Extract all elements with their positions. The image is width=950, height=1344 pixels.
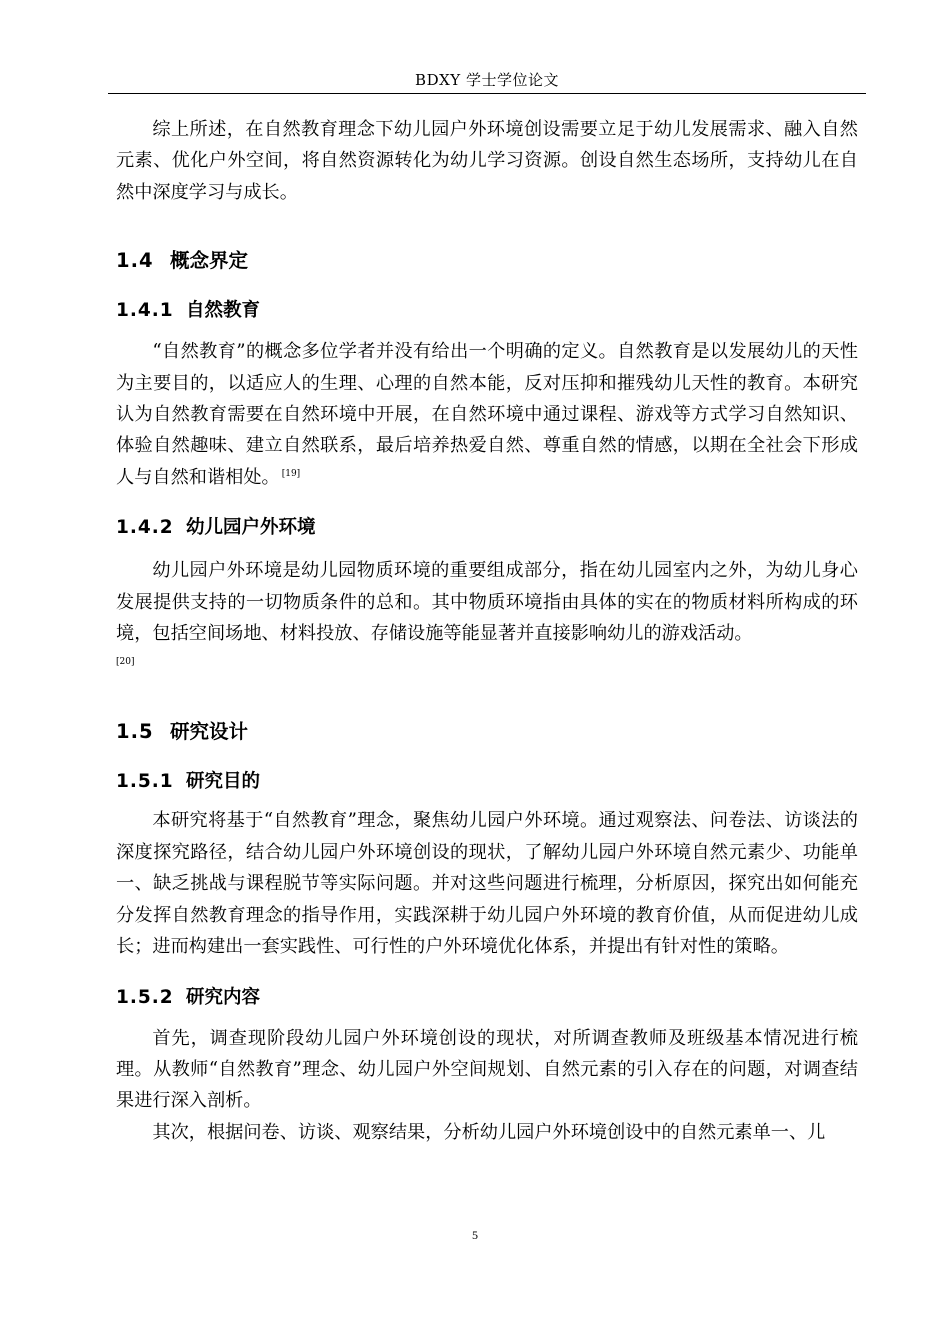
subsection-title: 幼儿园户外环境 [186, 517, 316, 539]
subsection-number: 1.5.1 [116, 771, 174, 793]
intro-paragraph: 综上所述，在自然教育理念下幼儿园户外环境创设需要立足于幼儿发展需求、融入自然元素、优化户外空间，将自然资源转化为幼儿学习资源。创设自然生态场所，支持幼儿在自然中深度学习与成长。 [116, 119, 858, 203]
paragraph-text: “自然教育”的概念多位学者并没有给出一个明确的定义。自然教育是以发展幼儿的天性为主要目的，以适应人的生理、心理的自然本能，反对压抑和摧残幼儿天性的教育。本研究认为自然教育需要在自然环境中开展，在自然环境中通过课程、游戏等方式学习自然知识、体验自然趣味、建立自然联系，最后培养热爱自然、尊重自然的情感，以期在全社会下形成人与自然和谐相处。 [116, 341, 858, 488]
page-number: 5 [472, 1228, 478, 1242]
paragraph-research-content-1: 首先，调查现阶段幼儿园户外环境创设的现状，对所调查教师及班级基本情况进行梳理。从教师“自然教育”理念、幼儿园户外空间规划、自然元素的引入存在的问题，对调查结果进行深入剖析。 [116, 1027, 858, 1112]
running-header: BDXY 学士学位论文 [415, 71, 559, 89]
page-body [116, 114, 858, 1148]
subsection-heading-1-4-2 [116, 515, 858, 541]
paragraph-research-purpose: 本研究将基于“自然教育”理念，聚焦幼儿园户外环境。通过观察法、问卷法、访谈法的深度探究路径，结合幼儿园户外环境创设的现状，了解幼儿园户外环境自然元素少、功能单一、缺乏挑战与课程脱节等实际问题。并对这些问题进行梳理，分析原因，探究出如何能充分发挥自然教育理念的指导作用，实践深耕于幼儿园户外环境的教育价值，从而促进幼儿成长；进而构建出一套实践性、可行性的户外环境优化体系，并提出有针对性的策略。 [116, 810, 858, 958]
paragraph-outdoor-environment: 幼儿园户外环境是幼儿园物质环境的重要组成部分，指在幼儿园室内之外，为幼儿身心发展提供支持的一切物质条件的总和。其中物质环境指由具体的实在的物质材料所构成的环境，包括空间场地、材料投放、存储设施等能显著并直接影响幼儿的游戏活动。 [116, 560, 858, 645]
subsection-number: 1.4.1 [116, 300, 174, 322]
subsection-title: 研究内容 [186, 986, 261, 1008]
paragraph-natural-education [116, 336, 858, 493]
section-heading-1-5 [116, 719, 858, 745]
section-number: 1.4 [116, 249, 154, 273]
section-number: 1.5 [116, 720, 154, 744]
citation-19: [19] [281, 468, 301, 479]
citation-20: [20] [116, 657, 135, 668]
section-title: 概念界定 [170, 249, 249, 273]
header-rule [108, 93, 866, 94]
subsection-heading-1-5-1 [116, 769, 858, 795]
section-title: 研究设计 [170, 720, 249, 744]
subsection-title: 自然教育 [186, 300, 261, 322]
subsection-heading-1-4-1 [116, 298, 858, 324]
subsection-number: 1.4.2 [116, 517, 174, 539]
subsection-heading-1-5-2 [116, 985, 858, 1011]
paragraph-research-content-2: 其次，根据问卷、访谈、观察结果，分析幼儿园户外环境创设中的自然元素单一、儿 [152, 1121, 826, 1143]
subsection-title: 研究目的 [186, 771, 261, 793]
subsection-number: 1.5.2 [116, 986, 174, 1008]
section-heading-1-4 [116, 248, 858, 274]
